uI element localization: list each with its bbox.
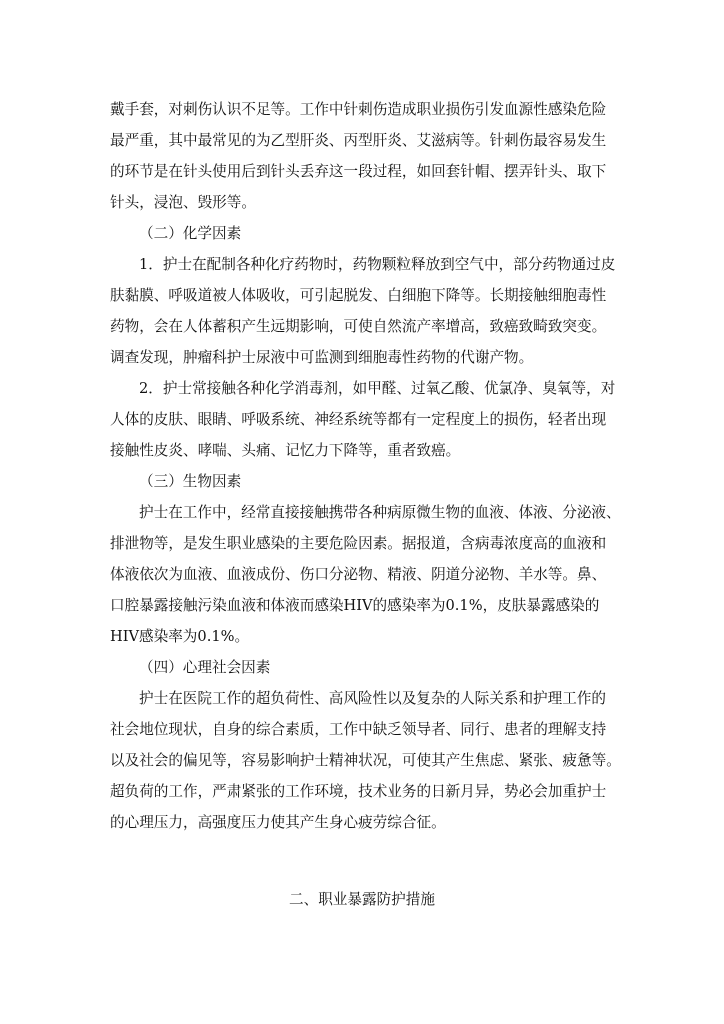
text-line: 1．护士在配制各种化疗药物时，药物颗粒释放到空气中，部分药物通过皮 xyxy=(139,256,616,273)
subheading-biological: （三）生物因素 xyxy=(139,473,242,490)
text-line: 肤黏膜、呼吸道被人体吸收，可引起脱发、白细胞下降等。长期接触细胞毒性 xyxy=(110,287,607,304)
text-line: 护士在医院工作的超负荷性、高风险性以及复杂的人际关系和护理工作的 xyxy=(139,690,607,707)
text-line: 排泄物等，是发生职业感染的主要危险因素。据报道，含病毒浓度高的血液和 xyxy=(110,535,607,552)
text-line: 接触性皮炎、哮喘、头痛、记忆力下降等，重者致癌。 xyxy=(110,442,461,459)
text-line: 人体的皮肤、眼睛、呼吸系统、神经系统等都有一定程度上的损伤，轻者出现 xyxy=(110,411,607,428)
text-line: 调查发现，肿瘤科护士尿液中可监测到细胞毒性药物的代谢产物。 xyxy=(110,349,534,366)
text-line: 2．护士常接触各种化学消毒剂，如甲醛、过氧乙酸、优氯净、臭氧等，对 xyxy=(139,380,616,397)
section-heading: 二、职业暴露防护措施 xyxy=(289,891,435,908)
text-line: 护士在工作中，经常直接接触携带各种病原微生物的血液、体液、分泌液、 xyxy=(139,504,621,521)
body-text xyxy=(110,94,621,838)
text-line: 体液依次为血液、血液成份、伤口分泌物、精液、阴道分泌物、羊水等。鼻、 xyxy=(110,566,607,583)
subheading-psychosocial: （四）心理社会因素 xyxy=(139,659,271,676)
text-line: 药物，会在人体蓄积产生远期影响，可使自然流产率增高，致癌致畸致突变。 xyxy=(110,318,607,335)
text-line: 以及社会的偏见等，容易影响护士精神状况，可使其产生焦虑、紧张、疲惫等。 xyxy=(110,752,621,769)
text-line: 针头，浸泡、毁形等。 xyxy=(110,194,256,211)
text-line: 超负荷的工作，严肃紧张的工作环境，技术业务的日新月异，势必会加重护士 xyxy=(110,783,607,800)
text-line: 的心理压力，高强度压力使其产生身心疲劳综合征。 xyxy=(110,814,446,831)
text-line: 最严重，其中最常见的为乙型肝炎、丙型肝炎、艾滋病等。针刺伤最容易发生 xyxy=(110,132,607,149)
text-line: 社会地位现状，自身的综合素质，工作中缺乏领导者、同行、患者的理解支持 xyxy=(110,721,607,738)
text-line: 戴手套，对刺伤认识不足等。工作中针刺伤造成职业损伤引发血源性感染危险 xyxy=(110,101,607,118)
text-line: 的环节是在针头使用后到针头丢弃这一段过程，如回套针帽、摆弄针头、取下 xyxy=(110,163,607,180)
text-line: 口腔暴露接触污染血液和体液而感染HIV的感染率为0.1%，皮肤暴露感染的 xyxy=(110,597,600,614)
text-line: HIV感染率为0.1%。 xyxy=(110,628,250,645)
subheading-chemical: （二）化学因素 xyxy=(139,225,242,242)
